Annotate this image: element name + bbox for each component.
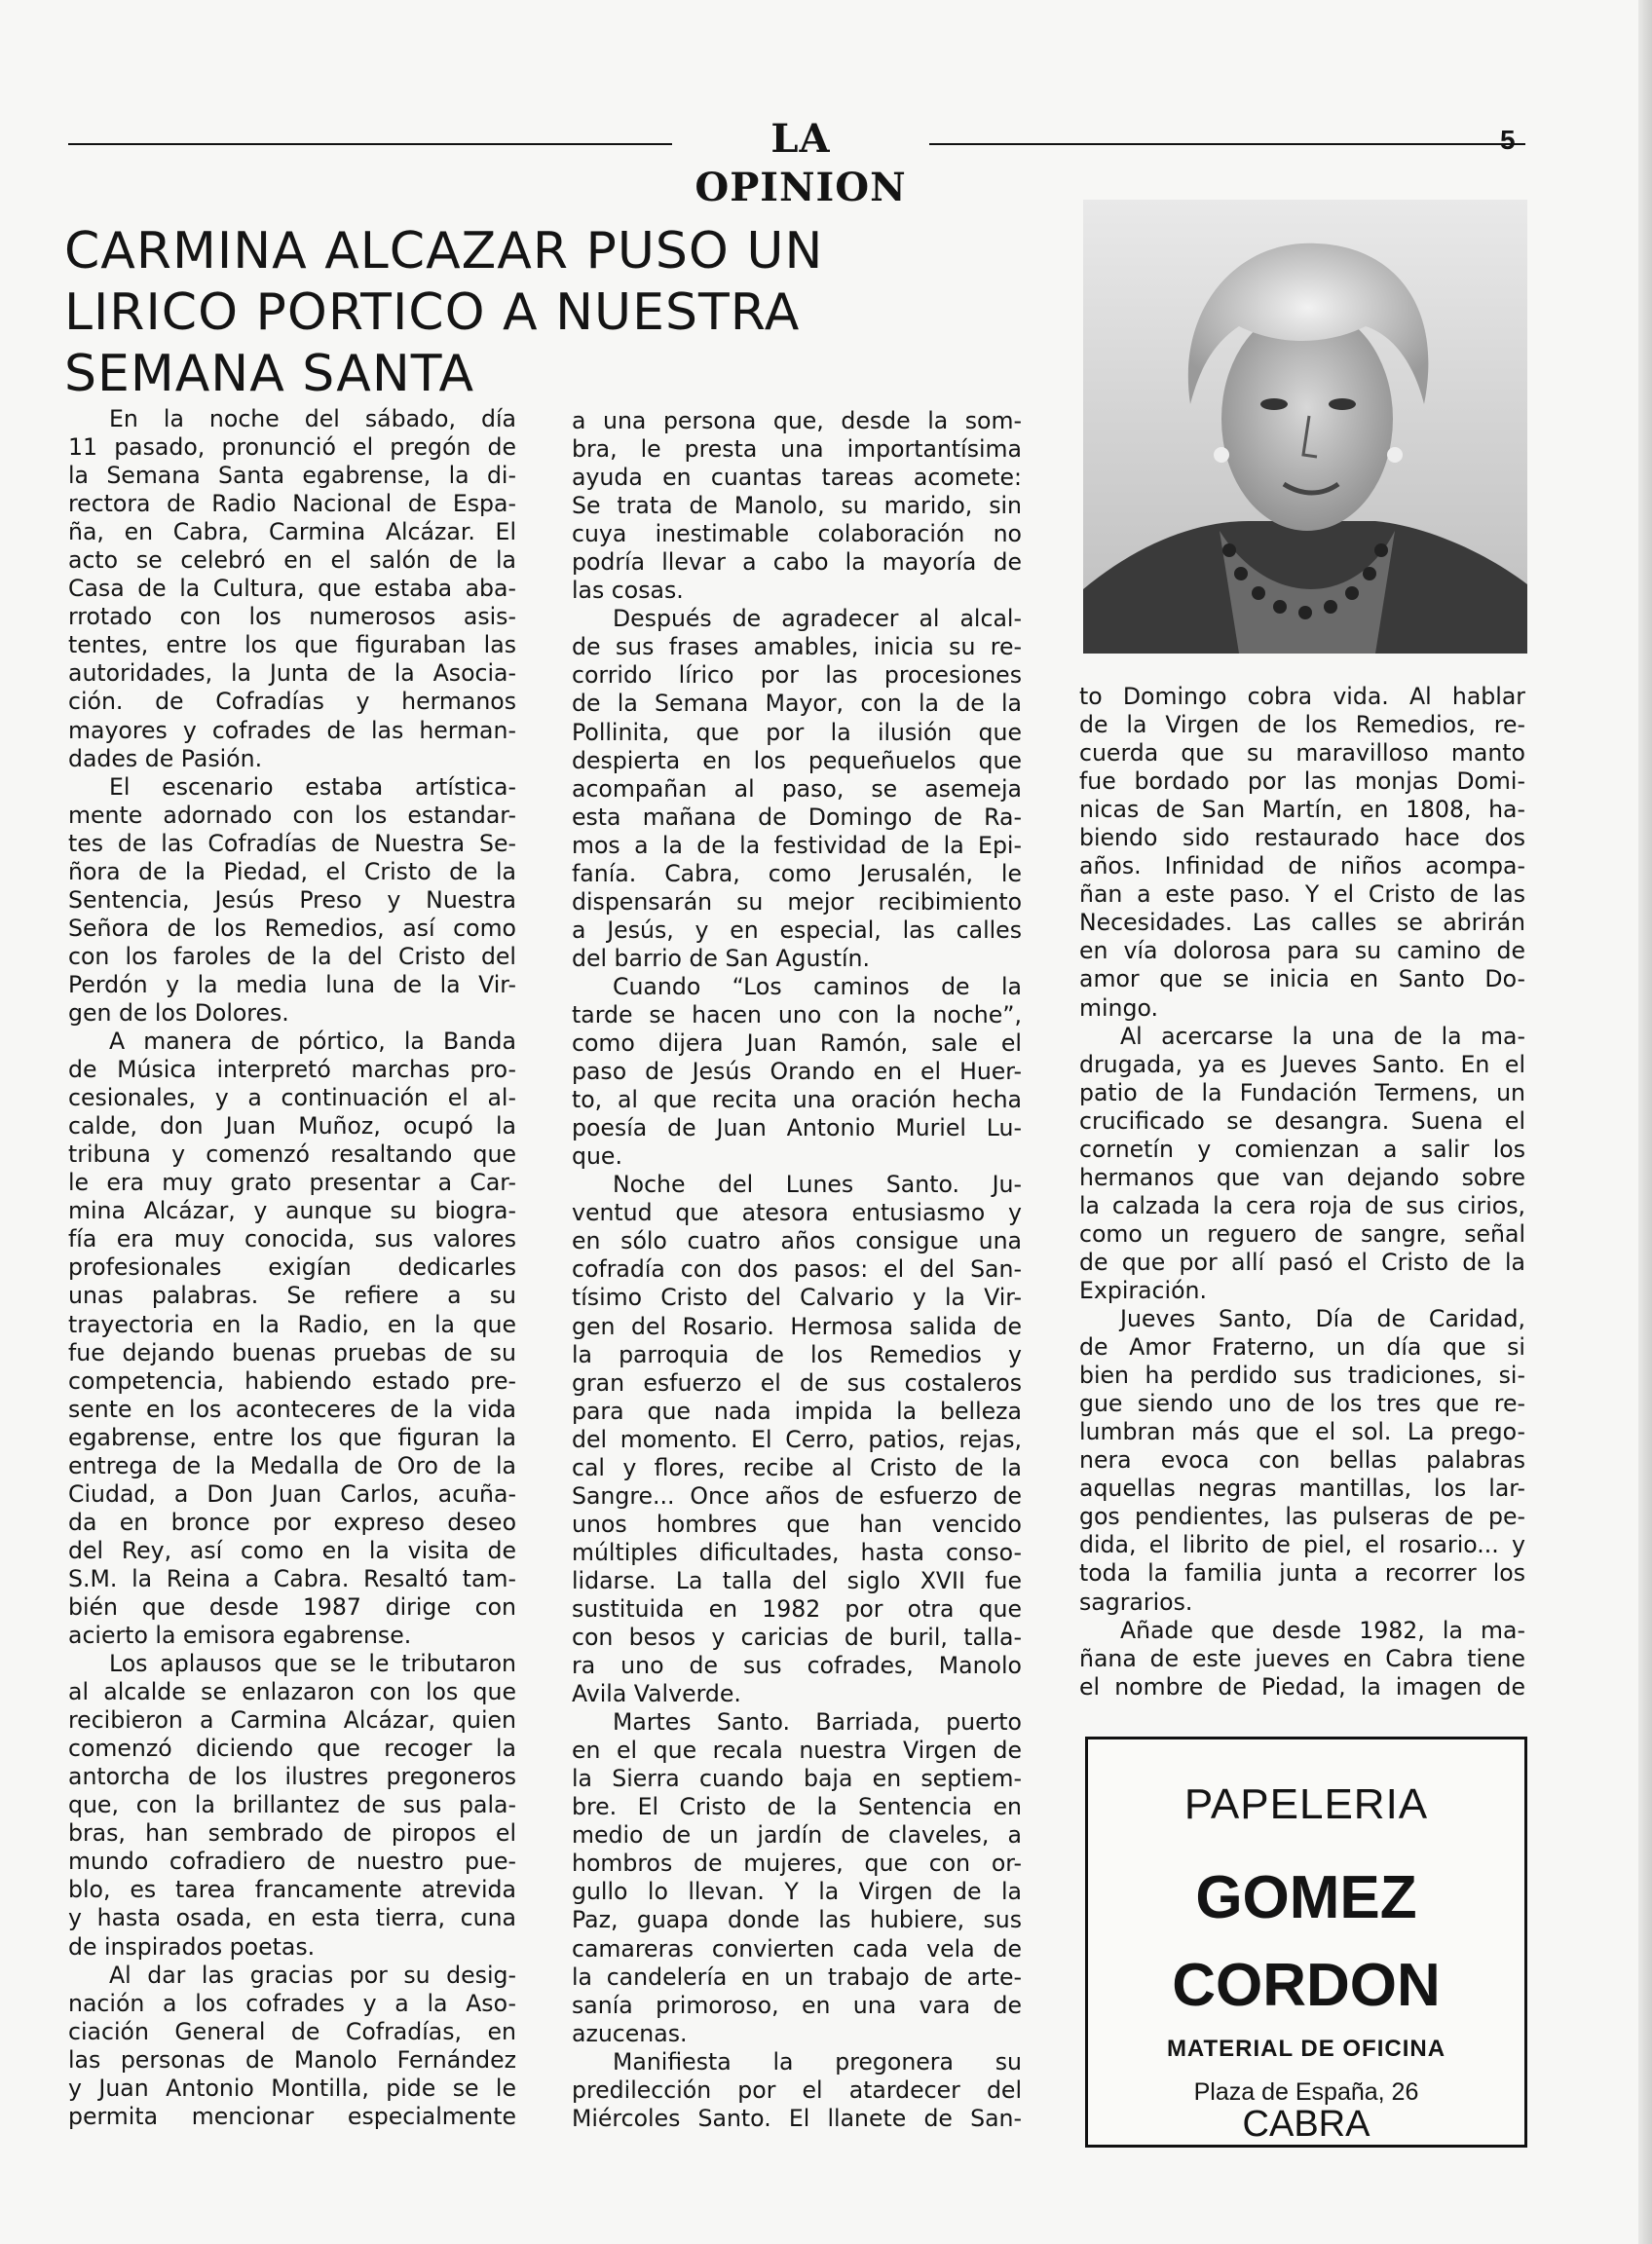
article-text-line: y Juan Antonio Montilla, pide se le bbox=[68, 2074, 516, 2102]
article-text-line: hombros de mujeres, que con or- bbox=[572, 1850, 1022, 1878]
article-text-line: S.M. la Reina a Cabra. Resaltó tam- bbox=[68, 1564, 516, 1592]
article-text-line: despierta en los pequeñuelos que bbox=[572, 746, 1022, 774]
article-text-line: gen del Rosario. Hermosa salida de bbox=[572, 1312, 1022, 1340]
article-text-line: gen de los Dolores. bbox=[68, 998, 289, 1027]
article-text-line: Se trata de Manolo, su marido, sin bbox=[572, 492, 1022, 520]
article-text-line: para que nada impida la belleza bbox=[572, 1397, 1022, 1425]
article-text-line: comenzó diciendo que recoger la bbox=[68, 1735, 516, 1763]
article-text-line: sustituida en 1982 por otra que bbox=[572, 1594, 1022, 1623]
article-text-line: gullo lo llevan. Y la Virgen de la bbox=[572, 1878, 1022, 1906]
article-text-line: podría llevar a cabo la mayoría de bbox=[572, 548, 1022, 577]
article-text-line: Sentencia, Jesús Preso y Nuestra bbox=[68, 885, 516, 914]
article-text-line: tentes, entre los que figuraban las bbox=[68, 631, 516, 659]
article-text-line: lidarse. La talla del siglo XVII fue bbox=[572, 1566, 1022, 1594]
article-text-line: Avila Valverde. bbox=[572, 1680, 741, 1708]
article-text-line: acierto la emisora egabrense. bbox=[68, 1622, 412, 1650]
article-text-line: corrido lírico por las procesiones bbox=[572, 661, 1022, 690]
article-text-line: de Amor Fraterno, un día que si bbox=[1079, 1333, 1525, 1362]
article-text-line: ña, en Cabra, Carmina Alcázar. El bbox=[68, 518, 516, 546]
article-text-line: las cosas. bbox=[572, 577, 684, 605]
article-text-line: recibieron a Carmina Alcázar, quien bbox=[68, 1706, 516, 1735]
article-text-line: to, al que recita una oración hecha bbox=[572, 1086, 1022, 1114]
article-text-line: rectora de Radio Nacional de Espa- bbox=[68, 490, 516, 518]
portrait-photo bbox=[1083, 200, 1527, 654]
article-text-line: amor que se inicia en Santo Do- bbox=[1079, 965, 1525, 993]
article-text-line: trayectoria en la Radio, en la que bbox=[68, 1310, 516, 1338]
article-text-line: fue dejando buenas pruebas de su bbox=[68, 1338, 516, 1366]
article-text-line: Señora de los Remedios, así como bbox=[68, 914, 516, 942]
article-text-line: Expiración. bbox=[1079, 1276, 1207, 1304]
article-text-line: Perdón y la media luna de la Vir- bbox=[68, 970, 516, 998]
article-text-line: to Domingo cobra vida. Al hablar bbox=[1079, 683, 1525, 710]
article-column-3 bbox=[1079, 683, 1525, 1702]
article-text-line: que, con la brillantez de sus pala- bbox=[68, 1791, 516, 1819]
article-text-line: blo, es tarea francamente atrevida bbox=[68, 1876, 516, 1904]
portrait-icon bbox=[1083, 200, 1527, 654]
stationery-advertisement bbox=[1085, 1737, 1527, 2148]
article-text-line: ayuda en cuantas tareas acomete: bbox=[572, 464, 1022, 492]
article-text-line: Casa de la Cultura, que estaba aba- bbox=[68, 575, 516, 603]
article-text-line: nación a los cofrades y a la Aso- bbox=[68, 1989, 516, 2017]
article-text-line: da en bronce por expreso deseo bbox=[68, 1508, 516, 1536]
ad-brand-line-1: GOMEZ bbox=[1195, 1864, 1417, 1931]
article-text-line: Necesidades. Las calles se abrirán bbox=[1079, 909, 1525, 937]
article-text-line: Sangre... Once años de esfuerzo de bbox=[572, 1481, 1022, 1510]
article-text-line: 11 pasado, pronunció el pregón de bbox=[68, 433, 516, 462]
article-text-line: como dijera Juan Ramón, sale el bbox=[572, 1029, 1022, 1058]
article-text-line: de la Semana Mayor, con la de la bbox=[572, 690, 1022, 718]
article-text-line: mingo. bbox=[1079, 993, 1158, 1022]
article-text-line: bién que desde 1987 dirige con bbox=[68, 1592, 516, 1621]
article-text-line: tísimo Cristo del Calvario y la Vir- bbox=[572, 1284, 1022, 1312]
article-text-line: hermanos que van dejando sobre bbox=[1079, 1163, 1525, 1191]
masthead-title: LA OPINION bbox=[695, 116, 907, 210]
article-text-line: a una persona que, desde la som- bbox=[572, 407, 1022, 434]
article-text-line: crucificado se desangra. Suena el bbox=[1079, 1106, 1525, 1135]
article-text-line: mente adornado con los estandar- bbox=[68, 801, 516, 829]
headline-line: CARMINA ALCAZAR PUSO UN bbox=[64, 221, 824, 280]
article-text-line: competencia, habiendo estado pre- bbox=[68, 1366, 516, 1395]
article-headline bbox=[64, 221, 921, 405]
article-text-line: las personas de Manolo Fernández bbox=[68, 2045, 516, 2074]
article-text-line: gran esfuerzo el de sus costaleros bbox=[572, 1368, 1022, 1397]
article-text-line: con los faroles de la del Cristo del bbox=[68, 942, 516, 970]
article-text-line: gue siendo uno de los tres que re- bbox=[1079, 1390, 1525, 1418]
article-text-line: ción. de Cofradías y hermanos bbox=[68, 688, 516, 716]
article-text-line: egabrense, entre los que figuran la bbox=[68, 1423, 516, 1451]
article-text-line: azucenas. bbox=[572, 2019, 688, 2047]
article-text-line: múltiples dificultades, hasta conso- bbox=[572, 1538, 1022, 1566]
article-text-line: la Semana Santa egabrense, la di- bbox=[68, 462, 516, 490]
article-text-line: Los aplausos que se le tributaron bbox=[109, 1650, 516, 1678]
article-text-line: bras, han sembrado de piropos el bbox=[68, 1819, 516, 1848]
article-text-line: bra, le presta una importantísima bbox=[572, 435, 1022, 464]
article-text-line: tribuna y comenzó resaltando que bbox=[68, 1141, 516, 1169]
masthead-rule-right bbox=[929, 143, 1525, 145]
article-text-line: Después de agradecer al alcal- bbox=[613, 605, 1022, 633]
article-text-line: de inspirados poetas. bbox=[68, 1932, 316, 1961]
article-text-line: sente en los aconteceres de la vida bbox=[68, 1395, 516, 1423]
article-text-line: ñana de este jueves en Cabra tiene bbox=[1079, 1644, 1525, 1672]
article-text-line: fanía. Cabra, como Jerusalén, le bbox=[572, 859, 1022, 887]
ad-shop-type: PAPELERIA bbox=[1183, 1780, 1429, 1828]
article-text-line: profesionales exigían dedicarles bbox=[68, 1253, 516, 1282]
article-text-line: cuya inestimable colaboración no bbox=[572, 520, 1022, 548]
article-text-line: entrega de la Medalla de Oro de la bbox=[68, 1451, 516, 1479]
article-text-line: del barrio de San Agustín. bbox=[572, 944, 870, 972]
article-text-line: Pollinita, que por la ilusión que bbox=[572, 718, 1022, 746]
article-text-line: bre. El Cristo de la Sentencia en bbox=[572, 1793, 1022, 1821]
article-text-line: En la noche del sábado, día bbox=[109, 405, 516, 432]
article-text-line: dispensarán su mejor recibimiento bbox=[572, 887, 1022, 916]
article-text-line: Ciudad, a Don Juan Carlos, acuña- bbox=[68, 1479, 516, 1508]
article-text-line: mos a la de la festividad de la Epi- bbox=[572, 831, 1022, 859]
article-text-line: mundo cofradiero de nuestro pue- bbox=[68, 1848, 516, 1876]
article-text-line: ra uno de sus cofrades, Manolo bbox=[572, 1652, 1022, 1680]
article-text-line: ciación General de Cofradías, en bbox=[68, 2017, 516, 2045]
article-text-line: aquellas negras mantillas, los lar- bbox=[1079, 1475, 1525, 1503]
article-text-line: con besos y caricias de buril, talla- bbox=[572, 1624, 1022, 1652]
article-text-line: cuerda que su maravilloso manto bbox=[1079, 739, 1525, 767]
article-text-line: camareras convierten cada vela de bbox=[572, 1934, 1022, 1963]
article-text-line: mina Alcázar, y aunque su biogra- bbox=[68, 1197, 516, 1225]
article-text-line: la candelería en un trabajo de arte- bbox=[572, 1963, 1022, 1991]
article-text-line: A manera de pórtico, la Banda bbox=[109, 1028, 516, 1056]
article-text-line: cofradía con dos pasos: el del San- bbox=[572, 1255, 1022, 1284]
headline-line: LIRICO PORTICO A NUESTRA bbox=[64, 282, 801, 342]
article-text-line: Martes Santo. Barriada, puerto bbox=[613, 1708, 1022, 1737]
article-text-line: al alcalde se enlazaron con los que bbox=[68, 1678, 516, 1706]
article-text-line: en sólo cuatro años consigue una bbox=[572, 1227, 1022, 1255]
page-edge bbox=[1638, 0, 1652, 2244]
article-text-line: cal y flores, recibe al Cristo de la bbox=[572, 1453, 1022, 1481]
article-text-line: nera evoca con bellas palabras bbox=[1079, 1446, 1525, 1475]
article-text-line: ñan a este paso. Y el Cristo de las bbox=[1079, 880, 1525, 909]
article-text-line: toda la familia junta a recorrer los bbox=[1079, 1559, 1525, 1588]
article-text-line: acompañan al paso, se asemeja bbox=[572, 774, 1022, 803]
article-text-line: lumbran más que el sol. La prego- bbox=[1079, 1418, 1525, 1446]
article-text-line: que. bbox=[572, 1142, 622, 1171]
article-text-line: años. Infinidad de niños acompa- bbox=[1079, 852, 1525, 880]
article-text-line: de que por allí pasó el Cristo de la bbox=[1079, 1248, 1525, 1276]
article-text-line: Noche del Lunes Santo. Ju- bbox=[613, 1171, 1022, 1199]
article-text-line: tarde se hacen uno con la noche”, bbox=[572, 1000, 1022, 1028]
article-text-line: sagrarios. bbox=[1079, 1588, 1193, 1616]
article-text-line: cornetín y comienzan a salir los bbox=[1079, 1135, 1525, 1163]
article-text-line: calde, don Juan Muñoz, ocupó la bbox=[68, 1112, 516, 1141]
article-text-line: la parroquia de los Remedios y bbox=[572, 1340, 1022, 1368]
article-text-line: gos pendientes, las pulseras de pe- bbox=[1079, 1503, 1525, 1531]
article-text-line: paso de Jesús Orando en el Huer- bbox=[572, 1058, 1022, 1086]
article-text-line: dida, el librito de piel, el rosario... y bbox=[1079, 1531, 1525, 1559]
article-text-line: tes de las Cofradías de Nuestra Se- bbox=[68, 829, 516, 857]
article-text-line: Añade que desde 1982, la ma- bbox=[1120, 1616, 1525, 1644]
article-text-line: permita mencionar especialmente bbox=[68, 2102, 516, 2130]
article-text-line: y hasta osada, en esta tierra, cuna bbox=[68, 1904, 516, 1932]
masthead-rule-left bbox=[68, 143, 672, 145]
article-column-1 bbox=[68, 405, 516, 2131]
article-text-line: de Música interpretó marchas pro- bbox=[68, 1056, 516, 1084]
article-text-line: biendo sido restaurado hace dos bbox=[1079, 824, 1525, 852]
article-text-line: del Rey, así como en la visita de bbox=[68, 1536, 516, 1564]
article-text-line: acto se celebró en el salón de la bbox=[68, 546, 516, 575]
ad-brand-line-2: CORDON bbox=[1172, 1952, 1441, 2019]
article-column-2 bbox=[572, 407, 1022, 2133]
article-text-line: unos hombres que han vencido bbox=[572, 1510, 1022, 1538]
article-text-line: el nombre de Piedad, la imagen de bbox=[1079, 1672, 1525, 1701]
article-text-line: predilección por el atardecer del bbox=[572, 2076, 1022, 2104]
article-text-line: a Jesús, y en especial, las calles bbox=[572, 916, 1022, 944]
article-text-line: Cuando “Los caminos de la bbox=[613, 972, 1022, 1000]
article-text-line: en el que recala nuestra Virgen de bbox=[572, 1737, 1022, 1765]
headline-line: SEMANA SANTA bbox=[64, 344, 475, 403]
article-text-line: fue bordado por las monjas Domi- bbox=[1079, 767, 1525, 796]
article-text-line: sanía primoroso, en una vara de bbox=[572, 1991, 1022, 2019]
article-text-line: ventud que atesora entusiasmo y bbox=[572, 1199, 1022, 1227]
article-text-line: El escenario estaba artística- bbox=[109, 772, 516, 801]
article-text-line: en vía dolorosa para su camino de bbox=[1079, 937, 1525, 965]
ad-city: CABRA bbox=[1242, 2104, 1370, 2145]
article-text-line: ñora de la Piedad, el Cristo de la bbox=[68, 857, 516, 885]
article-text-line: dades de Pasión. bbox=[68, 744, 263, 772]
article-text-line: Al acercarse la una de la ma- bbox=[1120, 1022, 1525, 1050]
article-text-line: bien ha perdido sus tradiciones, si- bbox=[1079, 1362, 1525, 1390]
article-text-line: unas palabras. Se refiere a su bbox=[68, 1282, 516, 1310]
article-text-line: cesionales, y a continuación el al- bbox=[68, 1084, 516, 1112]
article-text-line: del momento. El Cerro, patios, rejas, bbox=[572, 1425, 1022, 1453]
article-text-line: autoridades, la Junta de la Asocia- bbox=[68, 659, 516, 688]
article-text-line: esta mañana de Domingo de Ra- bbox=[572, 803, 1022, 831]
article-text-line: como un reguero de sangre, señal bbox=[1079, 1219, 1525, 1248]
article-text-line: rrotado con los numerosos asis- bbox=[68, 603, 516, 631]
article-text-line: nicas de San Martín, en 1808, ha- bbox=[1079, 796, 1525, 824]
page-number: 5 bbox=[1500, 125, 1516, 155]
article-text-line: le era muy grato presentar a Car- bbox=[68, 1169, 516, 1197]
article-text-line: la calzada la cera roja de sus cirios, bbox=[1079, 1191, 1525, 1219]
article-text-line: la Sierra cuando baja en septiem- bbox=[572, 1765, 1022, 1793]
article-text-line: Jueves Santo, Día de Caridad, bbox=[1120, 1305, 1525, 1333]
article-text-line: patio de la Fundación Termens, un bbox=[1079, 1078, 1525, 1106]
article-text-line: Paz, guapa donde las hubiere, sus bbox=[572, 1906, 1022, 1934]
article-text-line: poesía de Juan Antonio Muriel Lu- bbox=[572, 1114, 1022, 1142]
article-text-line: de la Virgen de los Remedios, re- bbox=[1079, 711, 1525, 739]
article-text-line: medio de un jardín de claveles, a bbox=[572, 1821, 1022, 1850]
article-text-line: de sus frases amables, inicia su re- bbox=[572, 633, 1022, 661]
article-text-line: Miércoles Santo. El llanete de San- bbox=[572, 2104, 1022, 2132]
article-text-line: Manifiesta la pregonera su bbox=[613, 2047, 1022, 2076]
ad-tagline: MATERIAL DE OFICINA bbox=[1166, 2036, 1446, 2062]
article-text-line: mayores y cofrades de las herman- bbox=[68, 716, 516, 744]
ad-address: Plaza de España, 26 bbox=[1193, 2078, 1419, 2106]
article-text-line: fía era muy conocida, sus valores bbox=[68, 1225, 516, 1253]
article-text-line: drugada, ya es Jueves Santo. En el bbox=[1079, 1050, 1525, 1078]
article-text-line: Al dar las gracias por su desig- bbox=[109, 1961, 516, 1989]
article-text-line: antorcha de los ilustres pregoneros bbox=[68, 1763, 516, 1791]
